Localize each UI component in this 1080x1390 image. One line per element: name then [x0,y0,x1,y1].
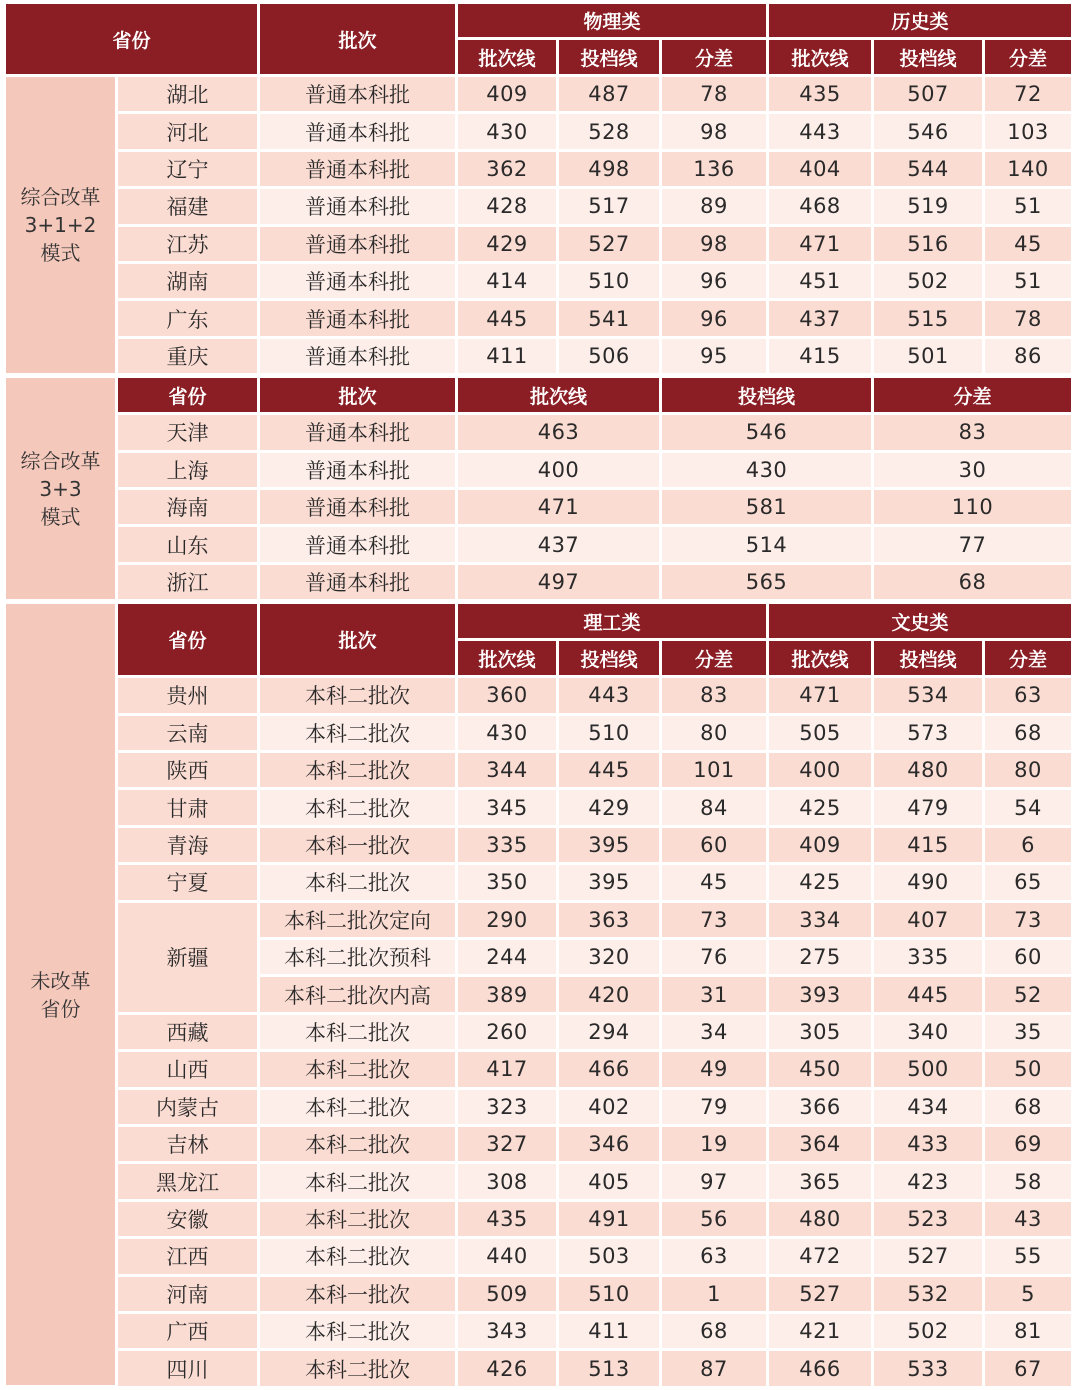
s2-row-filing-line: 430 [662,453,871,487]
s3-row-a-batch-line: 350 [458,865,556,899]
s3-row-b-batch-line: 425 [769,790,871,824]
s3-row-a-filing-line: 420 [559,977,659,1011]
s1-row-b-filing-line: 516 [874,227,982,261]
s3-row-b-diff: 81 [985,1314,1071,1348]
s2-row-batch-line: 400 [458,453,659,487]
s1-row-b-filing-line: 546 [874,114,982,148]
s3-row-a-filing-line: 510 [559,1277,659,1311]
s3-row-b-batch-line: 527 [769,1277,871,1311]
s1-row-a-diff: 95 [662,339,766,373]
s3-row-b-filing-line: 423 [874,1164,982,1198]
s1-row-b-batch-line: 437 [769,301,871,335]
s1-row-a-filing-line: 506 [559,339,659,373]
s3-row-batch: 本科二批次 [260,1090,455,1124]
s1-row-a-batch-line: 428 [458,189,556,223]
s2-row-province: 浙江 [118,565,257,599]
s3-row-a-diff: 73 [662,903,766,937]
s3-row-batch: 本科二批次 [260,1239,455,1273]
s3-row-b-diff: 35 [985,1015,1071,1049]
s1-row-a-diff: 96 [662,264,766,298]
header-province: 省份 [6,4,257,74]
s3-row-batch: 本科二批次 [260,865,455,899]
s1-row-batch: 普通本科批 [260,152,455,186]
s3-row-b-filing-line: 500 [874,1052,982,1086]
s1-row-b-filing-line: 501 [874,339,982,373]
s1-row-b-filing-line: 515 [874,301,982,335]
s3-header-sub-a-diff: 分差 [662,641,766,675]
s3-row-a-filing-line: 395 [559,828,659,862]
s3-row-a-batch-line: 440 [458,1239,556,1273]
s3-row-province: 安徽 [118,1202,257,1236]
s3-header-sub-b-filing-line: 投档线 [874,641,982,675]
s3-row-a-filing-line: 429 [559,790,659,824]
s2-row-province: 山东 [118,527,257,561]
s1-row-a-batch-line: 411 [458,339,556,373]
s1-row-a-filing-line: 541 [559,301,659,335]
s3-row-a-filing-line: 395 [559,865,659,899]
s3-row-b-filing-line: 532 [874,1277,982,1311]
s3-row-b-batch-line: 466 [769,1351,871,1385]
s3-row-a-diff: 101 [662,753,766,787]
s3-row-province: 四川 [118,1351,257,1385]
s3-row-b-filing-line: 340 [874,1015,982,1049]
s3-row-b-diff: 80 [985,753,1071,787]
s3-row-province: 贵州 [118,678,257,712]
s1-row-province: 河北 [118,114,257,148]
s1-row-b-diff: 51 [985,264,1071,298]
s3-row-a-diff: 60 [662,828,766,862]
s1-row-a-filing-line: 527 [559,227,659,261]
s3-row-b-filing-line: 407 [874,903,982,937]
s1-row-b-batch-line: 468 [769,189,871,223]
s2-row-batch: 普通本科批 [260,453,455,487]
section-label-3-3: 综合改革 3+3 模式 [6,378,115,599]
s3-row-province: 西藏 [118,1015,257,1049]
s3-row-b-filing-line: 480 [874,753,982,787]
s3-row-batch: 本科一批次 [260,828,455,862]
s3-row-batch: 本科二批次 [260,1164,455,1198]
s3-row-a-diff: 19 [662,1127,766,1161]
s3-row-a-batch-line: 430 [458,716,556,750]
s3-row-a-batch-line: 426 [458,1351,556,1385]
s3-row-batch: 本科二批次定向 [260,903,455,937]
s3-row-b-batch-line: 275 [769,940,871,974]
s2-row-batch: 普通本科批 [260,415,455,449]
s3-row-province: 宁夏 [118,865,257,899]
s3-row-b-diff: 60 [985,940,1071,974]
s1-row-b-batch-line: 451 [769,264,871,298]
s3-row-b-filing-line: 335 [874,940,982,974]
s1-row-batch: 普通本科批 [260,227,455,261]
s3-row-a-batch-line: 260 [458,1015,556,1049]
s3-row-province: 江西 [118,1239,257,1273]
s1-row-b-filing-line: 502 [874,264,982,298]
s3-row-a-diff: 79 [662,1090,766,1124]
s3-row-b-batch-line: 364 [769,1127,871,1161]
s3-row-batch: 本科一批次 [260,1277,455,1311]
s1-row-a-diff: 96 [662,301,766,335]
s1-row-b-batch-line: 443 [769,114,871,148]
s3-row-a-diff: 83 [662,678,766,712]
s3-row-b-diff: 50 [985,1052,1071,1086]
s1-row-b-filing-line: 519 [874,189,982,223]
s2-row-batch: 普通本科批 [260,565,455,599]
s1-row-a-diff: 98 [662,227,766,261]
s3-row-a-diff: 76 [662,940,766,974]
s2-header-batch: 批次 [260,378,455,412]
s3-row-a-diff: 80 [662,716,766,750]
s3-row-batch: 本科二批次预科 [260,940,455,974]
s3-row-b-filing-line: 523 [874,1202,982,1236]
s3-row-batch: 本科二批次 [260,790,455,824]
s3-row-batch: 本科二批次 [260,716,455,750]
s3-row-b-diff: 58 [985,1164,1071,1198]
s1-row-b-batch-line: 415 [769,339,871,373]
s3-row-b-batch-line: 450 [769,1052,871,1086]
s3-row-a-batch-line: 344 [458,753,556,787]
s1-row-province: 湖南 [118,264,257,298]
s3-row-b-batch-line: 305 [769,1015,871,1049]
s3-header-sub-a-filing-line: 投档线 [559,641,659,675]
s1-row-batch: 普通本科批 [260,301,455,335]
header-batch: 批次 [260,4,455,74]
s2-row-diff: 83 [874,415,1071,449]
s3-row-a-batch-line: 290 [458,903,556,937]
s3-row-a-batch-line: 323 [458,1090,556,1124]
s3-row-batch: 本科二批次 [260,1015,455,1049]
s2-row-diff: 110 [874,490,1071,524]
s1-row-b-diff: 86 [985,339,1071,373]
s3-row-a-diff: 87 [662,1351,766,1385]
s3-row-a-batch-line: 345 [458,790,556,824]
s3-row-a-batch-line: 327 [458,1127,556,1161]
s3-row-a-batch-line: 509 [458,1277,556,1311]
s3-row-batch: 本科二批次 [260,1127,455,1161]
s3-row-b-batch-line: 480 [769,1202,871,1236]
s3-row-b-diff: 43 [985,1202,1071,1236]
s2-row-province: 上海 [118,453,257,487]
s3-row-province: 河南 [118,1277,257,1311]
s3-row-batch: 本科二批次 [260,678,455,712]
s3-row-batch: 本科二批次 [260,1052,455,1086]
s3-row-a-diff: 63 [662,1239,766,1273]
s1-row-a-filing-line: 528 [559,114,659,148]
s2-row-province: 天津 [118,415,257,449]
s1-row-batch: 普通本科批 [260,264,455,298]
s3-row-a-filing-line: 294 [559,1015,659,1049]
s3-row-batch: 本科二批次 [260,753,455,787]
s3-row-b-diff: 73 [985,903,1071,937]
s1-row-b-batch-line: 471 [769,227,871,261]
s3-row-b-filing-line: 527 [874,1239,982,1273]
s3-row-b-batch-line: 365 [769,1164,871,1198]
s3-row-b-diff: 6 [985,828,1071,862]
s3-row-b-filing-line: 434 [874,1090,982,1124]
s3-row-a-diff: 31 [662,977,766,1011]
s3-row-a-filing-line: 491 [559,1202,659,1236]
s1-row-b-diff: 103 [985,114,1071,148]
s1-row-a-batch-line: 429 [458,227,556,261]
s3-row-batch: 本科二批次 [260,1351,455,1385]
s2-header-filing-line: 投档线 [662,378,871,412]
s1-row-a-diff: 136 [662,152,766,186]
s1-row-batch: 普通本科批 [260,339,455,373]
s2-row-filing-line: 581 [662,490,871,524]
s3-header-sub-a-batch-line: 批次线 [458,641,556,675]
s2-row-batch: 普通本科批 [260,527,455,561]
s3-row-a-batch-line: 417 [458,1052,556,1086]
s3-row-b-batch-line: 366 [769,1090,871,1124]
s3-row-province: 吉林 [118,1127,257,1161]
s3-row-province: 新疆 [118,903,257,1012]
s3-row-a-filing-line: 510 [559,716,659,750]
s2-header-province: 省份 [118,378,257,412]
s3-row-b-filing-line: 534 [874,678,982,712]
s3-row-a-diff: 97 [662,1164,766,1198]
s3-row-b-filing-line: 433 [874,1127,982,1161]
s1-row-b-batch-line: 404 [769,152,871,186]
s3-row-a-filing-line: 411 [559,1314,659,1348]
header-sub-a-diff: 分差 [662,40,766,74]
s2-row-filing-line: 546 [662,415,871,449]
s1-row-b-diff: 140 [985,152,1071,186]
s3-row-province: 陕西 [118,753,257,787]
s3-row-a-filing-line: 445 [559,753,659,787]
section-label-3-1-2: 综合改革 3+1+2 模式 [6,77,115,373]
s3-row-b-diff: 68 [985,1090,1071,1124]
s1-row-a-diff: 98 [662,114,766,148]
s1-row-b-diff: 78 [985,301,1071,335]
s1-row-b-diff: 45 [985,227,1071,261]
s3-row-b-diff: 65 [985,865,1071,899]
s1-row-province: 辽宁 [118,152,257,186]
s2-row-filing-line: 514 [662,527,871,561]
s3-row-a-batch-line: 244 [458,940,556,974]
s3-row-b-diff: 55 [985,1239,1071,1273]
header-sub-a-batch-line: 批次线 [458,40,556,74]
s3-row-a-filing-line: 346 [559,1127,659,1161]
s3-row-a-filing-line: 503 [559,1239,659,1273]
s1-row-b-batch-line: 435 [769,77,871,111]
header-group-history: 历史类 [769,4,1071,37]
header-sub-b-batch-line: 批次线 [769,40,871,74]
s2-row-batch-line: 471 [458,490,659,524]
s3-row-b-diff: 68 [985,716,1071,750]
header-group-liberal-arts: 文史类 [769,604,1071,638]
s3-row-b-batch-line: 400 [769,753,871,787]
s1-row-b-filing-line: 544 [874,152,982,186]
s2-row-batch-line: 437 [458,527,659,561]
s3-row-province: 内蒙古 [118,1090,257,1124]
s1-row-a-filing-line: 487 [559,77,659,111]
s1-row-a-batch-line: 445 [458,301,556,335]
s3-row-a-filing-line: 402 [559,1090,659,1124]
s3-row-province: 广西 [118,1314,257,1348]
s3-row-b-filing-line: 533 [874,1351,982,1385]
header-group-science: 理工类 [458,604,766,638]
header-sub-a-filing-line: 投档线 [559,40,659,74]
s1-row-province: 广东 [118,301,257,335]
s1-row-province: 江苏 [118,227,257,261]
header-sub-b-filing-line: 投档线 [874,40,982,74]
s1-row-b-diff: 72 [985,77,1071,111]
s2-row-province: 海南 [118,490,257,524]
s3-row-b-batch-line: 472 [769,1239,871,1273]
s2-row-batch-line: 463 [458,415,659,449]
s2-header-batch-line: 批次线 [458,378,659,412]
s3-row-a-diff: 34 [662,1015,766,1049]
s3-row-b-batch-line: 505 [769,716,871,750]
s3-row-b-diff: 5 [985,1277,1071,1311]
s3-row-a-diff: 45 [662,865,766,899]
s3-row-b-diff: 67 [985,1351,1071,1385]
s3-row-a-filing-line: 466 [559,1052,659,1086]
s3-row-a-diff: 56 [662,1202,766,1236]
s3-row-b-batch-line: 421 [769,1314,871,1348]
s1-row-a-diff: 78 [662,77,766,111]
s3-row-a-filing-line: 320 [559,940,659,974]
s3-row-b-diff: 52 [985,977,1071,1011]
s3-row-a-batch-line: 308 [458,1164,556,1198]
s3-row-province: 黑龙江 [118,1164,257,1198]
s3-row-b-filing-line: 490 [874,865,982,899]
s2-row-diff: 77 [874,527,1071,561]
s1-row-b-diff: 51 [985,189,1071,223]
s3-row-b-batch-line: 393 [769,977,871,1011]
s3-row-province: 山西 [118,1052,257,1086]
s3-row-b-diff: 69 [985,1127,1071,1161]
header-group-physics: 物理类 [458,4,766,37]
s2-row-batch: 普通本科批 [260,490,455,524]
s3-row-b-filing-line: 415 [874,828,982,862]
s2-row-batch-line: 497 [458,565,659,599]
s1-row-a-batch-line: 362 [458,152,556,186]
s3-row-b-batch-line: 471 [769,678,871,712]
s3-header-province: 省份 [118,604,257,675]
s3-row-a-batch-line: 360 [458,678,556,712]
s3-row-b-batch-line: 334 [769,903,871,937]
s1-row-batch: 普通本科批 [260,189,455,223]
s3-row-a-filing-line: 513 [559,1351,659,1385]
s1-row-province: 重庆 [118,339,257,373]
s2-row-diff: 68 [874,565,1071,599]
s3-row-batch: 本科二批次内高 [260,977,455,1011]
s1-row-a-batch-line: 414 [458,264,556,298]
s1-row-province: 福建 [118,189,257,223]
s3-row-a-batch-line: 343 [458,1314,556,1348]
s1-row-a-filing-line: 510 [559,264,659,298]
s3-header-sub-b-batch-line: 批次线 [769,641,871,675]
s3-row-a-filing-line: 405 [559,1164,659,1198]
s3-row-b-batch-line: 409 [769,828,871,862]
s3-header-batch: 批次 [260,604,455,675]
s3-row-a-diff: 1 [662,1277,766,1311]
s1-row-province: 湖北 [118,77,257,111]
s3-row-b-filing-line: 445 [874,977,982,1011]
s3-row-a-diff: 84 [662,790,766,824]
s1-row-b-filing-line: 507 [874,77,982,111]
s1-row-a-filing-line: 498 [559,152,659,186]
s3-row-province: 云南 [118,716,257,750]
s3-row-a-diff: 49 [662,1052,766,1086]
s3-row-b-diff: 54 [985,790,1071,824]
s3-row-batch: 本科二批次 [260,1314,455,1348]
s3-row-batch: 本科二批次 [260,1202,455,1236]
s3-row-a-batch-line: 389 [458,977,556,1011]
s3-row-a-diff: 68 [662,1314,766,1348]
section-label-non-reform: 未改革 省份 [6,604,115,1385]
s1-row-a-filing-line: 517 [559,189,659,223]
s3-row-b-batch-line: 425 [769,865,871,899]
s1-row-a-diff: 89 [662,189,766,223]
s1-row-batch: 普通本科批 [260,77,455,111]
s1-row-batch: 普通本科批 [260,114,455,148]
s2-header-diff: 分差 [874,378,1071,412]
s3-row-a-filing-line: 443 [559,678,659,712]
s3-row-province: 青海 [118,828,257,862]
s3-row-a-batch-line: 335 [458,828,556,862]
s3-row-b-filing-line: 479 [874,790,982,824]
s3-row-b-filing-line: 573 [874,716,982,750]
s3-row-province: 甘肃 [118,790,257,824]
s3-row-a-batch-line: 435 [458,1202,556,1236]
s2-row-diff: 30 [874,453,1071,487]
s3-header-sub-b-diff: 分差 [985,641,1071,675]
header-sub-b-diff: 分差 [985,40,1071,74]
s3-row-a-filing-line: 363 [559,903,659,937]
s1-row-a-batch-line: 409 [458,77,556,111]
s1-row-a-batch-line: 430 [458,114,556,148]
s2-row-filing-line: 565 [662,565,871,599]
s3-row-b-diff: 63 [985,678,1071,712]
s3-row-b-filing-line: 502 [874,1314,982,1348]
